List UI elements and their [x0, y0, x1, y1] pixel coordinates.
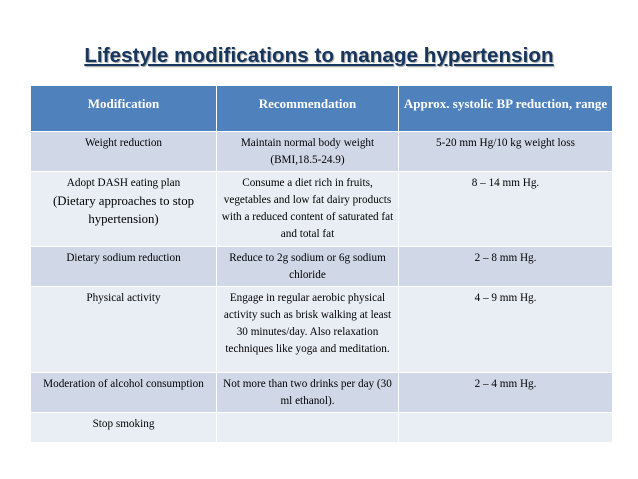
cell-modification: Stop smoking [31, 413, 217, 443]
modifications-table [30, 85, 613, 443]
header-modification: Modification [31, 86, 217, 132]
cell-modification: Weight reduction [31, 132, 217, 172]
table-row [31, 172, 613, 247]
modification-note: (Dietary approaches to stop hypertension) [52, 194, 195, 226]
cell-recommendation [217, 413, 399, 443]
cell-recommendation: Reduce to 2g sodium or 6g sodium chloride [217, 247, 399, 287]
table-row [31, 373, 613, 413]
cell-reduction: 2 – 4 mm Hg. [399, 373, 613, 413]
table-row [31, 287, 613, 373]
cell-recommendation: Engage in regular aerobic physical activity such as brisk walking at least 30 minutes/day. Also relaxation techniques like yoga and meditation. [217, 287, 399, 373]
header-reduction: Approx. systolic BP reduction, range [399, 86, 613, 132]
cell-reduction: 4 – 9 mm Hg. [399, 287, 613, 373]
cell-modification: Moderation of alcohol consumption [31, 373, 217, 413]
cell-modification: Dietary sodium reduction [31, 247, 217, 287]
cell-recommendation: Maintain normal body weight (BMI,18.5-24.9) [217, 132, 399, 172]
cell-reduction [399, 413, 613, 443]
table-header-row [31, 86, 613, 132]
cell-modification [31, 172, 217, 247]
cell-modification: Physical activity [31, 287, 217, 373]
table-row [31, 132, 613, 172]
cell-reduction: 5-20 mm Hg/10 kg weight loss [399, 132, 613, 172]
cell-recommendation: Not more than two drinks per day (30 ml ethanol). [217, 373, 399, 413]
slide-title: Lifestyle modifications to manage hypertension [84, 44, 554, 67]
header-recommendation: Recommendation [217, 86, 399, 132]
table-row [31, 413, 613, 443]
cell-recommendation: Consume a diet rich in fruits, vegetables and low fat dairy products with a reduced content of saturated fat and total fat [217, 172, 399, 247]
cell-reduction: 2 – 8 mm Hg. [399, 247, 613, 287]
modification-label: Adopt DASH eating plan [66, 177, 181, 189]
cell-reduction: 8 – 14 mm Hg. [399, 172, 613, 247]
table-row [31, 247, 613, 287]
